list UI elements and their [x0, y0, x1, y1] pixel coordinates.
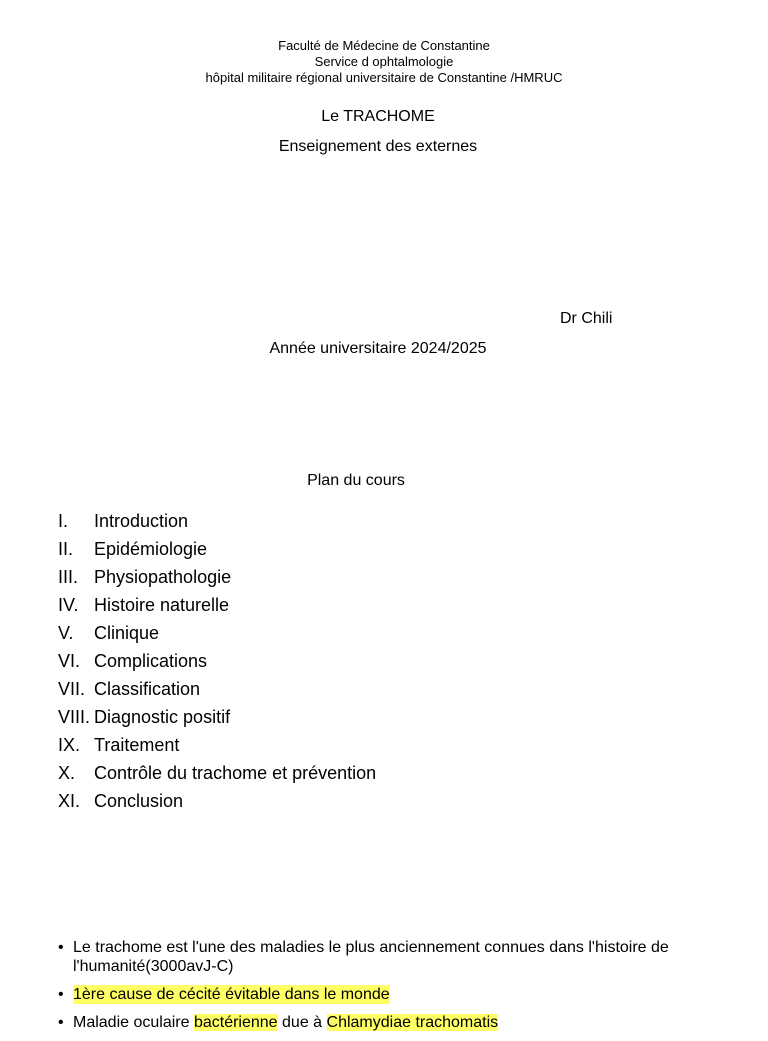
bullet-text-highlighted: Chlamydiae trachomatis [326, 1014, 499, 1031]
plan-item-label: Histoire naturelle [94, 595, 230, 615]
bullet-text-part: Maladie oculaire [73, 1014, 194, 1031]
bullet-item [58, 985, 718, 1004]
bullet-icon: • [58, 939, 64, 956]
bullet-text-part: due à [277, 1014, 327, 1031]
plan-item-number: X. [58, 763, 76, 783]
plan-item-number: VI. [58, 651, 81, 671]
service-name: Service d ophtalmologie [314, 54, 454, 69]
plan-item-number: IV. [58, 595, 79, 615]
plan-item [58, 677, 376, 705]
bullet-item [58, 938, 718, 976]
plan-item [58, 565, 376, 593]
bullet-item [58, 1013, 718, 1032]
plan-item [58, 761, 376, 789]
plan-item [58, 593, 376, 621]
document-subtitle: Enseignement des externes [278, 138, 478, 155]
plan-item-number: VII. [58, 679, 86, 699]
plan-item-label: Traitement [94, 735, 180, 755]
plan-item-number: II. [58, 539, 74, 559]
plan-item-number: III. [58, 567, 79, 587]
plan-item-label: Physiopathologie [94, 567, 232, 587]
bullet-icon: • [58, 986, 64, 1003]
plan-item [58, 509, 376, 537]
plan-item-number: IX. [58, 735, 81, 755]
plan-item-number: V. [58, 623, 74, 643]
document-title: Le TRACHOME [321, 108, 435, 125]
plan-item-label: Conclusion [94, 791, 184, 811]
plan-item [58, 705, 376, 733]
bullet-text-highlighted: 1ère cause de cécité évitable dans le monde [73, 986, 390, 1003]
plan-item-label: Epidémiologie [94, 539, 208, 559]
plan-item [58, 733, 376, 761]
intro-bullet-list [58, 938, 718, 1041]
plan-item [58, 789, 376, 817]
course-plan-list [58, 509, 376, 817]
plan-title: Plan du cours [307, 472, 405, 489]
plan-item [58, 621, 376, 649]
plan-item [58, 537, 376, 565]
academic-year: Année universitaire 2024/2025 [269, 340, 487, 357]
plan-item-label: Classification [94, 679, 201, 699]
plan-item [58, 649, 376, 677]
plan-item-number: XI. [58, 791, 81, 811]
plan-item-label: Complications [94, 651, 208, 671]
plan-item-label: Clinique [94, 623, 160, 643]
bullet-icon: • [58, 1014, 64, 1031]
bullet-text-highlighted: bactérienne [193, 1014, 278, 1031]
plan-item-label: Contrôle du trachome et prévention [94, 763, 377, 783]
institution-header [0, 38, 768, 86]
hospital-name: hôpital militaire régional universitaire de Constantine /HMRUC [205, 70, 563, 85]
plan-item-label: Introduction [94, 511, 189, 531]
author-name: Dr Chili [560, 310, 613, 327]
bullet-text [73, 1013, 498, 1032]
plan-item-number: VIII. [58, 707, 91, 727]
faculty-name: Faculté de Médecine de Constantine [278, 38, 490, 53]
bullet-text: Le trachome est l'une des maladies le plus anciennement connues dans l'histoire de l'humanité(3000avJ-C) [73, 939, 669, 975]
plan-item-label: Diagnostic positif [94, 707, 231, 727]
plan-item-number: I. [58, 511, 69, 531]
